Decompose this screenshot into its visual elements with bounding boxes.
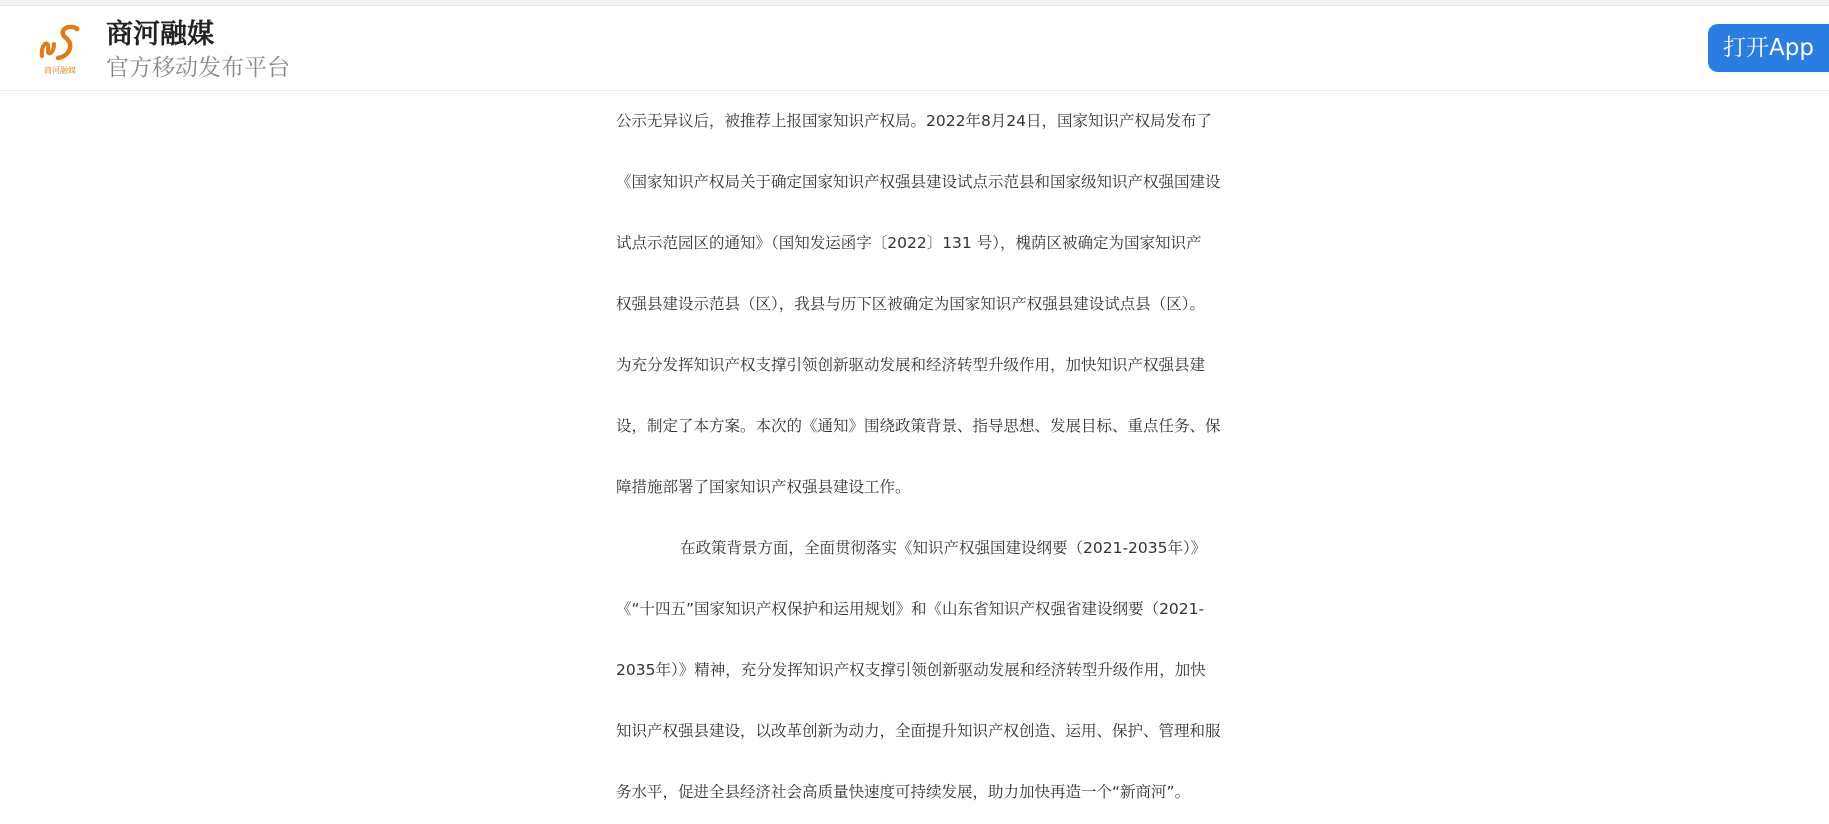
article-line: 《国家知识产权局关于确定国家知识产权强县建设试点示范县和国家级知识产权强国建设	[616, 173, 1221, 191]
open-app-button[interactable]: 打开App	[1708, 24, 1829, 72]
article-line: 2035年）》精神，充分发挥知识产权支撑引领创新驱动发展和经济转型升级作用，加快	[616, 661, 1206, 679]
article-line: 权强县建设示范县（区），我县与历下区被确定为国家知识产权强县建设试点县（区）。	[616, 295, 1206, 313]
article-line: 在政策背景方面，全面贯彻落实《知识产权强国建设纲要（2021-2035年）》	[680, 539, 1207, 557]
article-line: 公示无异议后，被推荐上报国家知识产权局。2022年8月24日，国家知识产权局发布了	[616, 112, 1213, 130]
brand-logo	[36, 20, 84, 76]
article-line: 试点示范园区的通知》（国知发运函字〔2022〕131 号），槐荫区被确定为国家知识产	[616, 234, 1202, 252]
article-line: 知识产权强县建设，以改革创新为动力，全面提升知识产权创造、运用、保护、管理和服	[616, 722, 1221, 740]
brand-logo-icon	[36, 20, 84, 66]
app-banner-header	[0, 6, 1829, 91]
logo-caption: 商河融媒	[44, 66, 76, 75]
article-line: 务水平，促进全县经济社会高质量快速度可持续发展，助力加快再造一个“新商河”。	[616, 783, 1191, 801]
article-line: 为充分发挥知识产权支撑引领创新驱动发展和经济转型升级作用，加快知识产权强县建	[616, 356, 1206, 374]
brand-subtitle: 官方移动发布平台	[106, 55, 290, 81]
brand-name: 商河融媒	[106, 19, 214, 50]
article-line: 障措施部署了国家知识产权强县建设工作。	[616, 478, 911, 496]
article-line: 《“十四五”国家知识产权保护和运用规划》和《山东省知识产权强省建设纲要（2021-	[616, 600, 1205, 618]
article-body	[616, 91, 1252, 823]
article-line: 设，制定了本方案。本次的《通知》围绕政策背景、指导思想、发展目标、重点任务、保	[616, 417, 1221, 435]
